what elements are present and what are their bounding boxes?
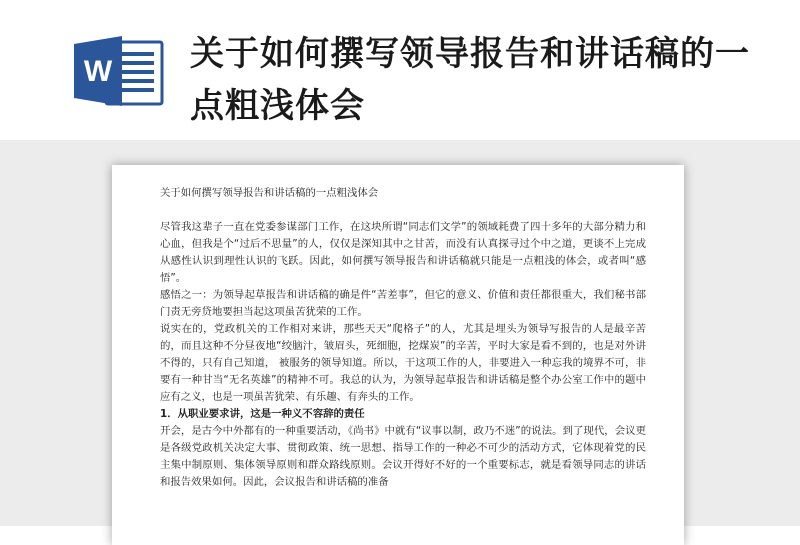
word-icon-letter: W xyxy=(83,55,113,88)
word-document-icon xyxy=(72,34,164,108)
document-body xyxy=(160,185,646,491)
paragraph-3: 说实在的，党政机关的工作相对来讲，那些天天“爬格子”的人，尤其是埋头为领导写报告的人是最辛苦的，而且这种不分昼夜地“绞脑汁，皱眉头，死细胞，挖煤炭”的辛苦，平时大家是看不到的，也是对外讲不得的，只有自己知道， 被服务的领导知道。所以，干这项工作的人，非要进入一种忘我的境界不可，非要有一种甘当“无名英雄”的精神不可。我总的认为，为领导起草报告和讲话稿是整个办公室工作中的题中应有之义，也是一项虽苦犹荣、有乐趣、有奔头的工作。 xyxy=(160,323,646,403)
section-heading: 1．从职业要求讲，这是一种义不容辞的责任 xyxy=(160,408,365,420)
document-page xyxy=(112,165,684,545)
page-title: 关于如何撰写领导报告和讲话稿的一点粗浅体会 xyxy=(190,34,750,126)
paragraph-1: 尽管我这辈子一直在党委参谋部门工作，在这块所谓“同志们文学”的领域耗费了四十多年的大部分精力和心血，但我是个“过后不思量”的人，仅仅是深知其中之甘苦，而没有认真探寻过个中之道，更谈不上完成从感性认识到理性认识的飞跃。因此，如何撰写领导报告和讲话稿就只能是一点粗浅的体会，或者叫“感悟”。 xyxy=(160,221,646,284)
paragraph-2: 感悟之一：为领导起草报告和讲话稿的确是件“苦差事”，但它的意义、价值和责任都很重大，我们秘书部门责无旁贷地要担当起这项虽苦犹荣的工作。 xyxy=(160,289,646,318)
paragraph-4: 开会，是古今中外都有的一种重要活动，《尚书》中就有“议事以制，政乃不迷”的说法。到了现代，会议更是各级党政机关决定大事、贯彻政策、统一思想、指导工作的一种必不可少的活动方式，它体现着党的民主集中制原则、集体领导原则和群众路线原则。会议开得好不好的一个重要标志，就是看领导同志的讲话和报告效果如何。因此，会议报告和讲话稿的准备 xyxy=(160,425,646,488)
document-title: 关于如何撰写领导报告和讲话稿的一点粗浅体会 xyxy=(160,187,379,199)
header-banner xyxy=(0,0,800,140)
